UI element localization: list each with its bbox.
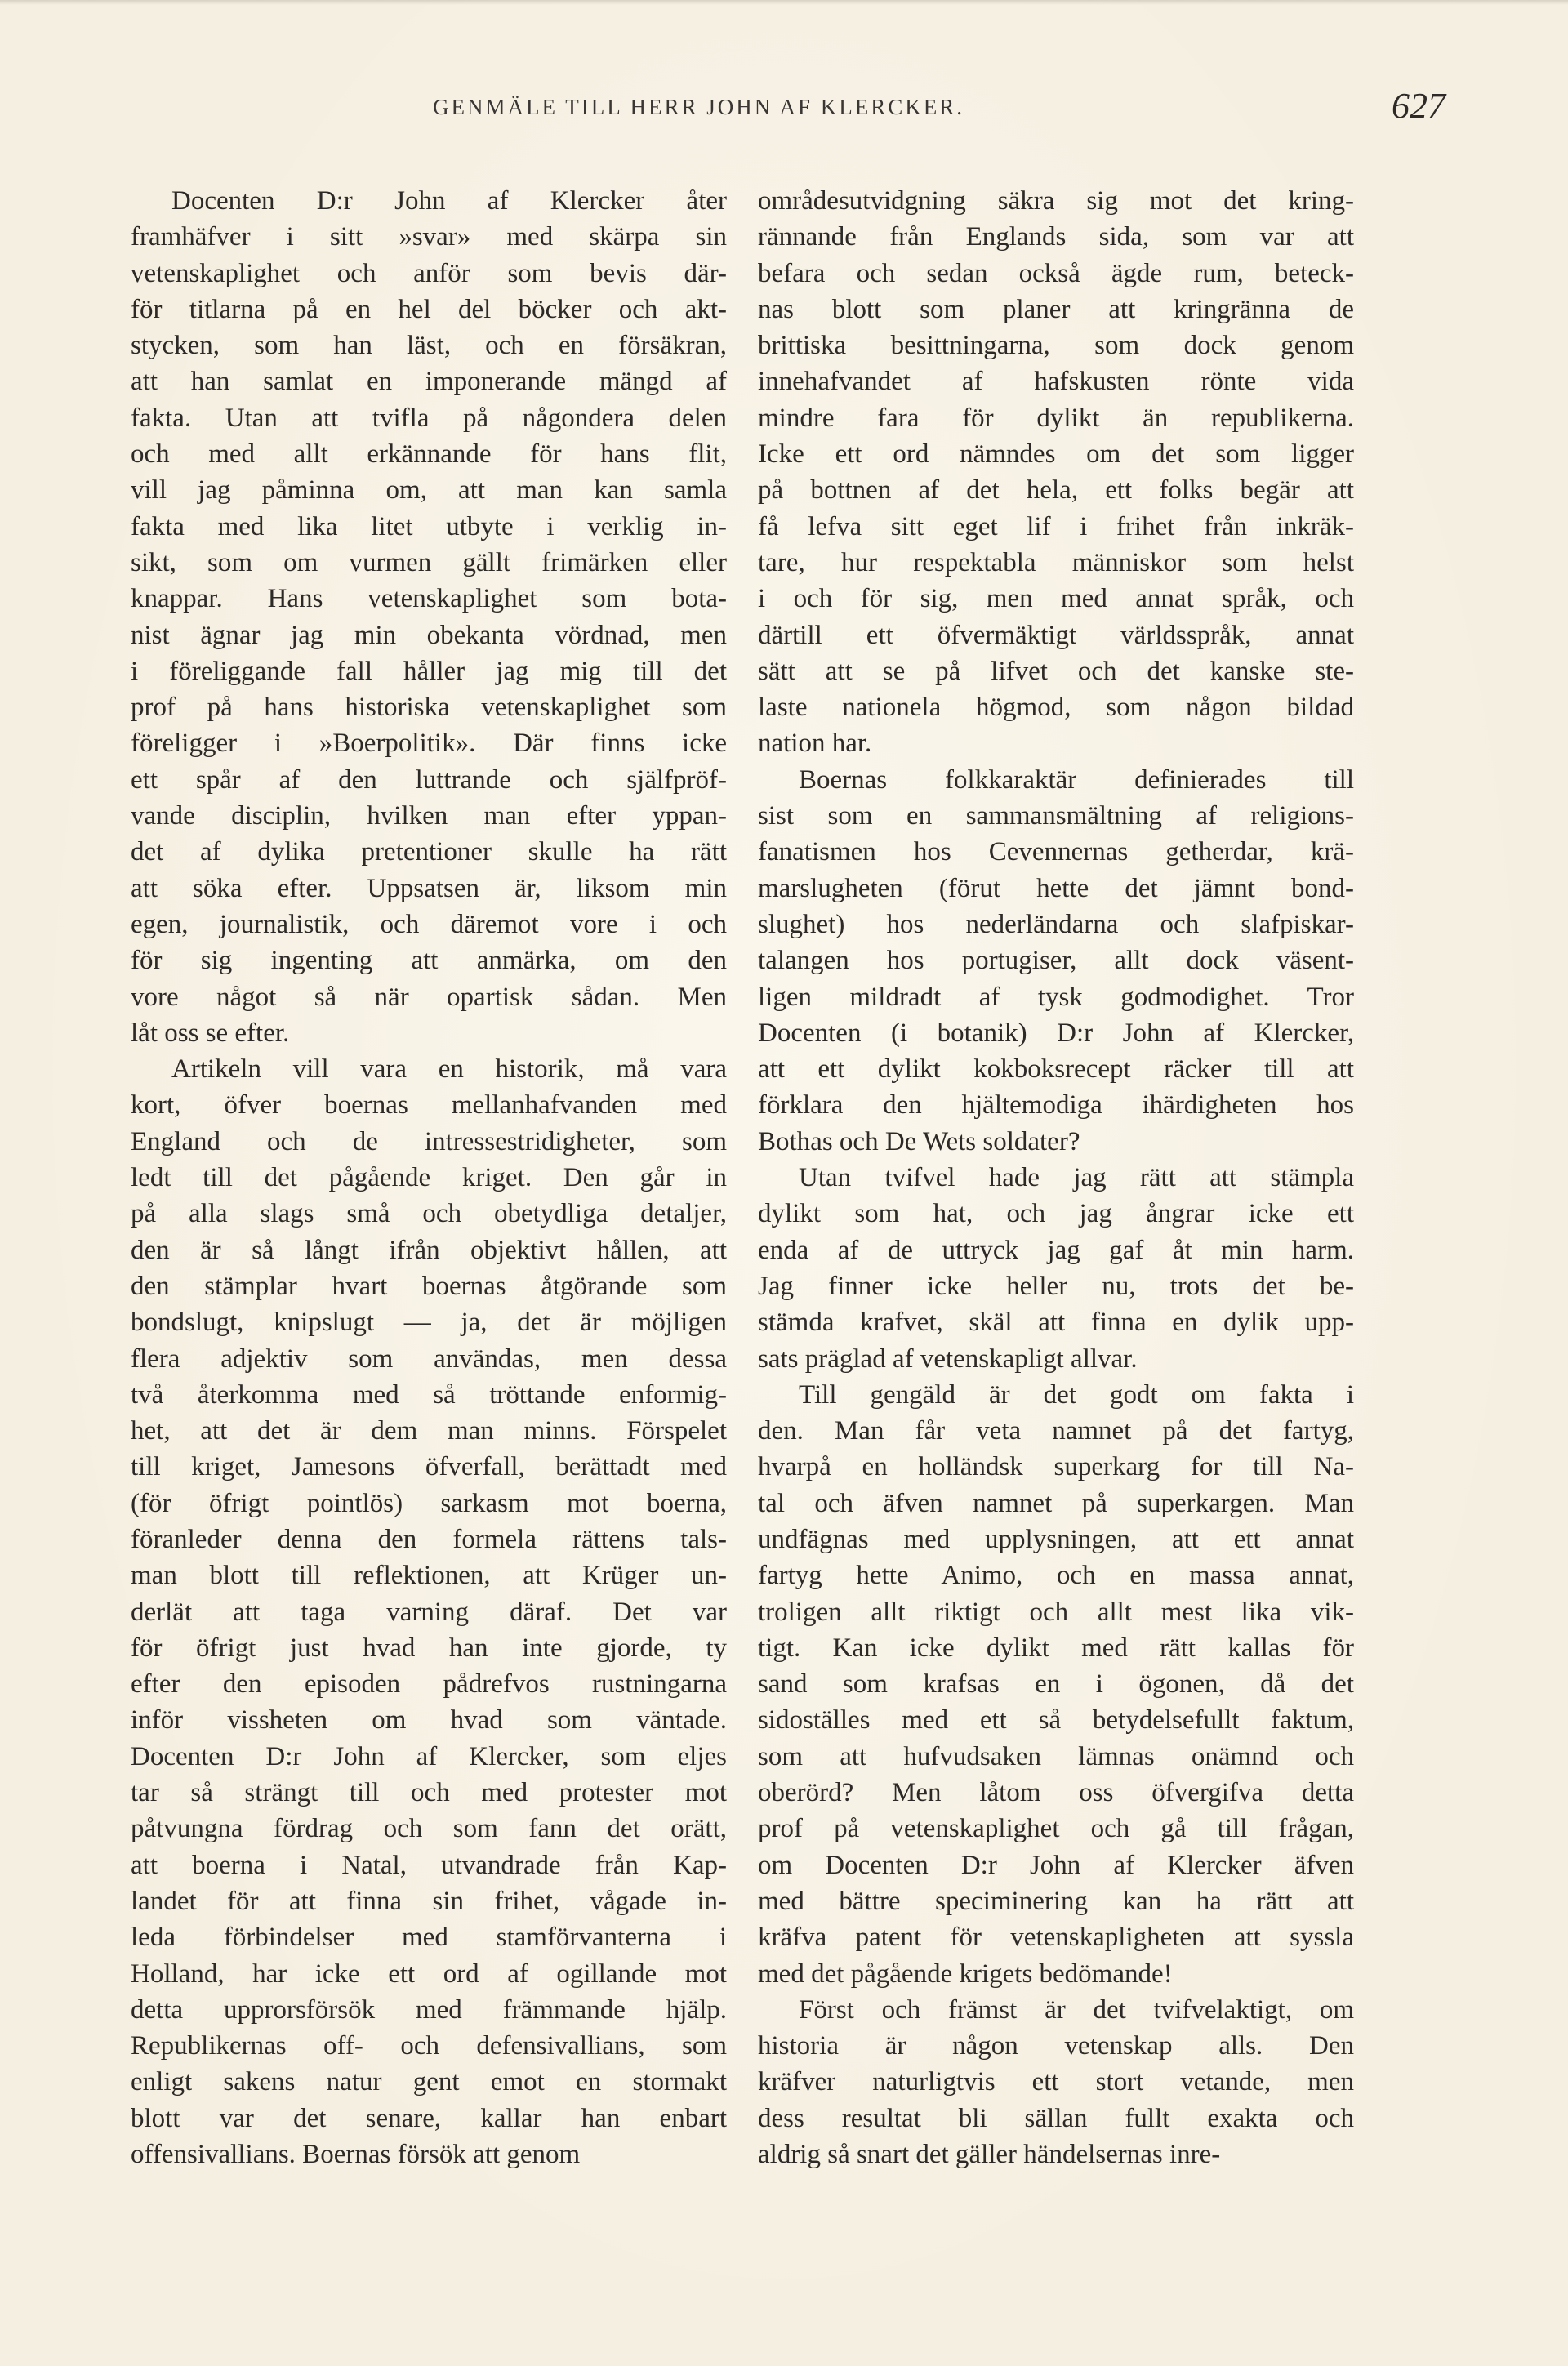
left-column-text-line: egen, journalistik, och däremot vore i och — [131, 909, 727, 939]
right-column-text-line: Utan tvifvel hade jag rätt att stämpla — [799, 1163, 1354, 1193]
left-column-text-line: vore något så när opartisk sådan. Men — [131, 982, 727, 1012]
left-column-text-line: sikt, som om vurmen gällt frimärken eller — [131, 547, 727, 577]
left-column-text-line: påtvungna fördrag och som fann det orätt, — [131, 1814, 727, 1844]
right-column-text-line: ligen mildradt af tysk godmodighet. Tror — [758, 982, 1354, 1012]
right-column-text-line: fartyg hette Animo, och en massa annat, — [758, 1561, 1354, 1591]
left-column-text-line: tar så strängt till och med protester mot — [131, 1778, 727, 1808]
right-column-text-line: brittiska besittningarna, som dock genom — [758, 331, 1354, 361]
left-column-text-line: Docenten D:r John af Klercker, som eljes — [131, 1741, 727, 1771]
left-column-text-line: för titlarna på en hel del böcker och akt- — [131, 294, 727, 324]
right-column-text-line: slughet) hos nederländarna och slafpiskar- — [758, 909, 1354, 939]
page-header — [131, 88, 1446, 137]
left-column-text-line: på alla slags små och obetydliga detaljer, — [131, 1199, 727, 1229]
right-column-text-line: sand som krafsas en i ögonen, då det — [758, 1669, 1354, 1700]
right-column-text-line: om Docenten D:r John af Klercker äfven — [758, 1850, 1354, 1880]
left-column-text-line: stycken, som han läst, och en försäkran, — [131, 331, 727, 361]
right-column-text-line: Boernas folkkaraktär definierades till — [799, 764, 1354, 795]
left-column-text-line: Artikeln vill vara en historik, må vara — [172, 1054, 727, 1085]
left-column-text-line: två återkomma med så tröttande enformig- — [131, 1379, 727, 1410]
right-column-text-line: aldrig så snart det gäller händelsernas inre- — [758, 2140, 1221, 2170]
left-column-text-line: man blott till reflektionen, att Krüger un- — [131, 1561, 727, 1591]
left-column-text-line: Republikernas off- och defensivallians, som — [131, 2031, 727, 2061]
right-column-text-line: sats präglad af vetenskapligt allvar. — [758, 1343, 1138, 1374]
left-column-text-line: den stämplar hvart boernas åtgörande som — [131, 1271, 727, 1301]
right-column-text-line: Bothas och De Wets soldater? — [758, 1126, 1080, 1156]
left-column-text-line: föreligger i »Boerpolitik». Där finns icke — [131, 729, 727, 759]
right-column-text-line: mindre fara för dylikt än republikerna. — [758, 403, 1354, 433]
left-column-text-line: kort, öfver boernas mellanhafvanden med — [131, 1090, 727, 1121]
left-column-text-line: föranleder denna den formela rättens tals- — [131, 1524, 727, 1554]
left-column-text-line: inför vissheten om hvad som väntade. — [131, 1705, 727, 1736]
right-column-text-line: sätt att se på lifvet och det kanske ste- — [758, 656, 1354, 686]
left-column-text-line: (för öfrigt pointlös) sarkasm mot boerna, — [131, 1488, 727, 1518]
right-column-text-line: med det pågående krigets bedömande! — [758, 1958, 1173, 1989]
right-column-text-line: Till gengäld är det godt om fakta i — [799, 1379, 1354, 1410]
left-column-text-line: för öfrigt just hvad han inte gjorde, ty — [131, 1633, 727, 1663]
right-column-text-line: som att hufvudsaken lämnas onämnd och — [758, 1741, 1354, 1771]
left-column-text-line: vill jag påminna om, att man kan samla — [131, 475, 727, 506]
right-column-text-line: Först och främst är det tvifvelaktigt, om — [799, 1994, 1354, 2025]
left-column-text-line: Docenten D:r John af Klercker åter — [172, 186, 727, 216]
left-column-text-line: bondslugt, knipslugt — ja, det är möjligen — [131, 1308, 727, 1338]
left-column-text-line: framhäfver i sitt »svar» med skärpa sin — [131, 222, 727, 252]
left-column-text-line: att han samlat en imponerande mängd af — [131, 367, 727, 397]
left-column-text-line: flera adjektiv som användas, men dessa — [131, 1343, 727, 1374]
right-text-column — [758, 183, 1354, 2172]
right-column-text-line: marslugheten (förut hette det jämnt bond- — [758, 873, 1354, 903]
left-column-text-line: till kriget, Jamesons öfverfall, berättadt med — [131, 1452, 727, 1482]
right-column-text-line: Jag finner icke heller nu, trots det be- — [758, 1271, 1354, 1301]
right-column-text-line: Docenten (i botanik) D:r John af Klercker, — [758, 1018, 1354, 1048]
right-column-text-line: kräfva patent för vetenskapligheten att syssla — [758, 1923, 1354, 1953]
left-column-text-line: fakta. Utan att tvifla på någondera delen — [131, 403, 727, 433]
right-column-text-line: talangen hos portugiser, allt dock väsent- — [758, 946, 1354, 976]
right-column-text-line: nas blott som planer att kringränna de — [758, 294, 1354, 324]
left-column-text-line: nist ägnar jag min obekanta vördnad, men — [131, 620, 727, 650]
right-column-text-line: i och för sig, men med annat språk, och — [758, 584, 1354, 614]
right-column-text-line: befara och sedan också ägde rum, beteck- — [758, 258, 1354, 288]
right-column-text-line: rännande från Englands sida, som var att — [758, 222, 1354, 252]
running-head: GENMÄLE TILL HERR JOHN AF KLERCKER. — [433, 95, 964, 119]
right-column-text-line: stämda krafvet, skäl att finna en dylik upp- — [758, 1308, 1354, 1338]
left-column-text-line: England och de intressestridigheter, som — [131, 1126, 727, 1156]
left-column-text-line: låt oss se efter. — [131, 1018, 290, 1048]
right-column-text-line: tare, hur respektabla människor som helst — [758, 547, 1354, 577]
right-column-text-line: dylikt som hat, och jag ångrar icke ett — [758, 1199, 1354, 1229]
right-column-text-line: nation har. — [758, 729, 872, 759]
right-column-text-line: fanatismen hos Cevennernas getherdar, krä- — [758, 837, 1354, 867]
right-column-text-line: sidoställes med ett så betydelsefullt faktum, — [758, 1705, 1354, 1736]
left-column-text-line: leda förbindelser med stamförvanterna i — [131, 1923, 727, 1953]
left-column-text-line: i föreliggande fall håller jag mig till det — [131, 656, 727, 686]
scan-edge — [0, 0, 1568, 5]
left-column-text-line: det af dylika pretentioner skulle ha rätt — [131, 837, 727, 867]
right-column-text-line: historia är någon vetenskap alls. Den — [758, 2031, 1354, 2061]
left-column-text-line: blott var det senare, kallar han enbart — [131, 2103, 727, 2133]
left-column-text-line: Holland, har icke ett ord af ogillande mot — [131, 1958, 727, 1989]
right-column-text-line: troligen allt riktigt och allt mest lika vik- — [758, 1597, 1354, 1627]
left-column-text-line: för sig ingenting att anmärka, om den — [131, 946, 727, 976]
right-column-text-line: oberörd? Men låtom oss öfvergifva detta — [758, 1778, 1354, 1808]
left-column-text-line: att boerna i Natal, utvandrade från Kap- — [131, 1850, 727, 1880]
left-column-text-line: derlät att taga varning däraf. Det var — [131, 1597, 727, 1627]
right-column-text-line: laste nationela högmod, som någon bildad — [758, 693, 1354, 723]
right-column-text-line: få lefva sitt eget lif i frihet från inkräk- — [758, 511, 1354, 541]
right-column-text-line: att ett dylikt kokboksrecept räcker till att — [758, 1054, 1354, 1085]
left-column-text-line: enligt sakens natur gent emot en stormakt — [131, 2067, 727, 2097]
left-column-text-line: och med allt erkännande för hans flit, — [131, 439, 727, 470]
left-column-text-line: ledt till det pågående kriget. Den går in — [131, 1163, 727, 1193]
right-column-text-line: tigt. Kan icke dylikt med rätt kallas för — [758, 1633, 1354, 1663]
right-column-text-line: sist som en sammansmältning af religions- — [758, 801, 1354, 831]
left-column-text-line: prof på hans historiska vetenskaplighet som — [131, 693, 727, 723]
left-column-text-line: offensivallians. Boernas försök att genom — [131, 2140, 581, 2170]
right-column-text-line: med bättre speciminering kan ha rätt att — [758, 1886, 1354, 1916]
left-column-text-line: detta upprorsförsök med främmande hjälp. — [131, 1994, 727, 2025]
left-column-text-line: fakta med lika litet utbyte i verklig in- — [131, 511, 727, 541]
left-text-column — [131, 183, 727, 2172]
right-column-text-line: Icke ett ord nämndes om det som ligger — [758, 439, 1354, 470]
right-column-text-line: på bottnen af det hela, ett folks begär att — [758, 475, 1354, 506]
right-column-text-line: dess resultat bli sällan fullt exakta och — [758, 2103, 1354, 2133]
page-number: 627 — [1392, 86, 1446, 126]
left-column-text-line: vetenskaplighet och anför som bevis där- — [131, 258, 727, 288]
left-column-text-line: knappar. Hans vetenskaplighet som bota- — [131, 584, 727, 614]
left-column-text-line: vande disciplin, hvilken man efter yppan- — [131, 801, 727, 831]
left-column-text-line: landet för att finna sin frihet, vågade in- — [131, 1886, 727, 1916]
right-column-text-line: förklara den hjältemodiga ihärdigheten hos — [758, 1090, 1354, 1121]
left-column-text-line: den är så långt ifrån objektivt hållen, att — [131, 1235, 727, 1265]
right-column-text-line: enda af de uttryck jag gaf åt min harm. — [758, 1235, 1354, 1265]
right-column-text-line: kräfver naturligtvis ett stort vetande, men — [758, 2067, 1354, 2097]
left-column-text-line: efter den episoden pådrefvos rustningarna — [131, 1669, 727, 1700]
left-column-text-line: het, att det är dem man minns. Förspelet — [131, 1416, 727, 1446]
right-column-text-line: innehafvandet af hafskusten rönte vida — [758, 367, 1354, 397]
right-column-text-line: den. Man får veta namnet på det fartyg, — [758, 1416, 1354, 1446]
right-column-text-line: därtill ett öfvermäktigt världsspråk, annat — [758, 620, 1354, 650]
left-column-text-line: att söka efter. Uppsatsen är, liksom min — [131, 873, 727, 903]
right-column-text-line: prof på vetenskaplighet och gå till frågan, — [758, 1814, 1354, 1844]
right-column-text-line: undfägnas med upplysningen, att ett annat — [758, 1524, 1354, 1554]
right-column-text-line: hvarpå en holländsk superkarg for till Na- — [758, 1452, 1354, 1482]
right-column-text-line: områdesutvidgning säkra sig mot det kring- — [758, 186, 1354, 216]
right-column-text-line: tal och äfven namnet på superkargen. Man — [758, 1488, 1354, 1518]
left-column-text-line: ett spår af den luttrande och själfpröf- — [131, 764, 727, 795]
